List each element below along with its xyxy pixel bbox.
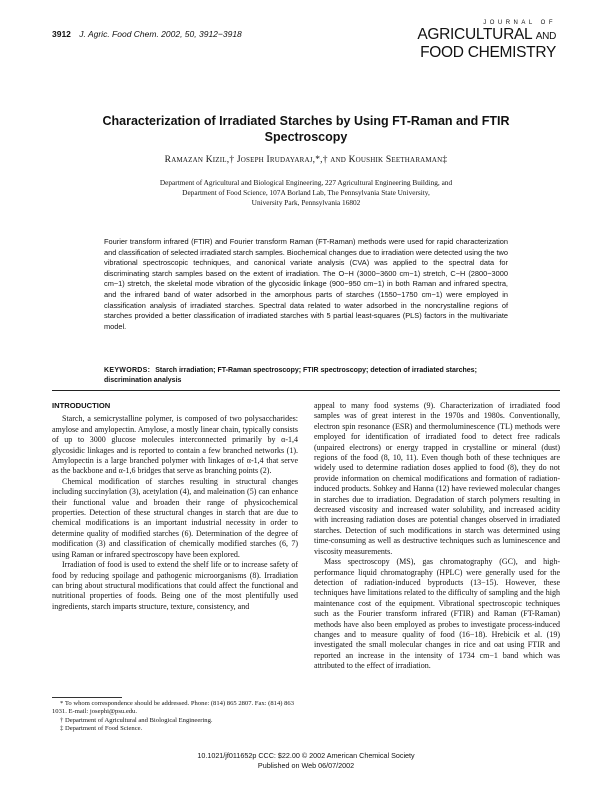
doi-line: 10.1021/jf011652p CCC: $22.00 © 2002 American Chemical Society (197, 751, 415, 760)
publication-date: Published on Web 06/07/2002 (257, 760, 355, 770)
affiliation-line: Department of Food Science, 107A Borland Lab, The Pennsylvania State University, (182, 188, 430, 197)
journal-logo (417, 20, 556, 61)
keywords-text: Starch irradiation; FT-Raman spectroscopy; FTIR spectroscopy; detection of irradiated starches; discrimination analysis (104, 367, 477, 384)
section-heading-introduction: INTRODUCTION (52, 401, 111, 410)
logo-line1: AGRICULTURAL AND (417, 26, 556, 43)
author-list: Ramazan Kizil,† Joseph Irudayaraj,*,† and Koushik Seetharaman‡ (164, 155, 448, 165)
article-title: Characterization of Irradiated Starches by Using FT-Raman and FTIR Spectroscopy (102, 114, 510, 144)
keywords-label: KEYWORDS: (104, 367, 151, 374)
paragraph: appeal to many food systems (9). Characterization of irradiated food samples was of great interest in the 1970s and 1980s. Conventionally, electron spin resonance (ESR) and thermoluminescence (TL) methods were employed for identification of irradiated food to detect free radicals (unpaired electrons) or energy trapped in crystalline or mineral (dust) regions of the food (8, 10, 11). Even though both of these techniques are widely used to determine radiation doses applied to food (8), they do not provide information on chemical modifications and formation of radiation-induced products. Sohkey and Hanna (12) have reviewed molecular changes in starches due to irradiation. Degradation of starch polymers resulting in decreased viscosity and increased water solubility, and increased acidity with increasing radiation doses are potential changes observed in irradiated starches. Detection of such modifications in starch was determined using time-consuming as well as destructive techniques such as luminescence and viscosity measurements. (314, 401, 560, 556)
paragraph: Mass spectroscopy (MS), gas chromatography (GC), and high-performance liquid chromatography (HPLC) were generally used for the detection of radiation-induced byproducts (13−15). However, these techniques have limitations related to the difficulty of sampling and the high maintenance cost of the equipment. Vibrational spectroscopic techniques such as the Fourier transform infrared (FTIR) and Raman (FT-Raman) methods have also been employed as probes to investigate process-induced changes and to measure quality of food (16−18). Hrebicik et al. (19) investigated the small molecular changes in rice and oat using FTIR and reported an increase in the intensity of 1734 cm−1 band which was attributed to the effect of irradiation. (314, 557, 560, 671)
paragraph: Irradiation of food is used to extend the shelf life or to increase safety of food by reducing spoilage and pathogenic microorganisms (8). Irradiation can bring about structural modifications that could affect the functional and nutritional properties of foods. Being one of the most plentifully used ingredients, starch imparts structure, texture, consistency, and (52, 560, 298, 611)
affiliation-line: Department of Agricultural and Biological Engineering, 227 Agricultural Engineering Building, and (159, 178, 453, 187)
footnote-correspondence: * To whom correspondence should be addressed. Phone: (814) 865 2807. Fax: (814) 863 1031. E-mail: josephi@psu.edu. (52, 700, 295, 716)
keywords (104, 366, 508, 386)
logo-and: AND (535, 31, 556, 42)
affiliation-line: University Park, Pennsylvania 16802 (251, 198, 361, 207)
footnotes (52, 700, 298, 734)
running-header (52, 29, 242, 39)
right-column (314, 401, 560, 672)
logo-line2: FOOD CHEMISTRY (420, 44, 556, 61)
paragraph: Starch, a semicrystalline polymer, is composed of two polysaccharides: amylose and amylopectin. Amylose, a mostly linear chain, typically consists of up to 3000 glucose molecules interconnected primarily by α-1,4 glycosidic linkages and is reported to contain a few branched networks (1). Amylopectin is a large branched polymer with linkages of α-1,4 that serve as the backbone and α-1,6 bridges that serve as branching points (2). (52, 414, 298, 476)
footnote-affiliation: † Department of Agricultural and Biological Engineering. (60, 716, 213, 724)
section-divider (52, 390, 560, 391)
footnote-divider (52, 697, 122, 698)
left-column (52, 401, 298, 612)
logo-journal-of: JOURNAL OF (483, 20, 556, 26)
page-number: 3912 (52, 29, 71, 39)
paragraph: Chemical modification of starches resulting in structural changes including succinylation (3), acetylation (4), and maleination (5) can enhance their functional value and broaden their range of physicochemical properties. Detection of these structural changes in starch that are due to chemical modifications is an important industrial necessity in order to determine quality of modified starches (6). Determination of the degree of modification (3) and classification of chemically modified starches (6, 7) using Raman or infrared spectroscopy have been explored. (52, 476, 298, 559)
page-footer (52, 751, 560, 770)
journal-citation: J. Agric. Food Chem. 2002, 50, 3912−3918 (79, 29, 242, 39)
footnote-affiliation: ‡ Department of Food Science. (60, 725, 143, 733)
abstract: Fourier transform infrared (FTIR) and Fourier transform Raman (FT-Raman) methods were used for rapid characterization and classification of selected irradiated starch samples. Biochemical changes due to irradiation were detected using the two vibrational spectroscopic techniques, and canonical variate analysis (CVA) was applied to the spectral data for discriminating starch samples based on the extent of irradiation. The O−H (3000−3600 cm−1) stretch, C−H (2800−3000 cm−1) stretch, the skeletal mode vibration of the glycosidic linkage (900−950 cm−1) in both Raman and infrared spectra, and the infrared band of water adsorbed in the amorphous parts of starches (1550−1750 cm−1) were employed in classification analysis of irradiated starches. Spectral data related to water adsorbed in the noncrystalline regions of starches provided a better classification of irradiated starches with 5 partial least-squares (PLS) factors in the multivariate model. (104, 237, 508, 331)
affiliation (110, 178, 502, 208)
